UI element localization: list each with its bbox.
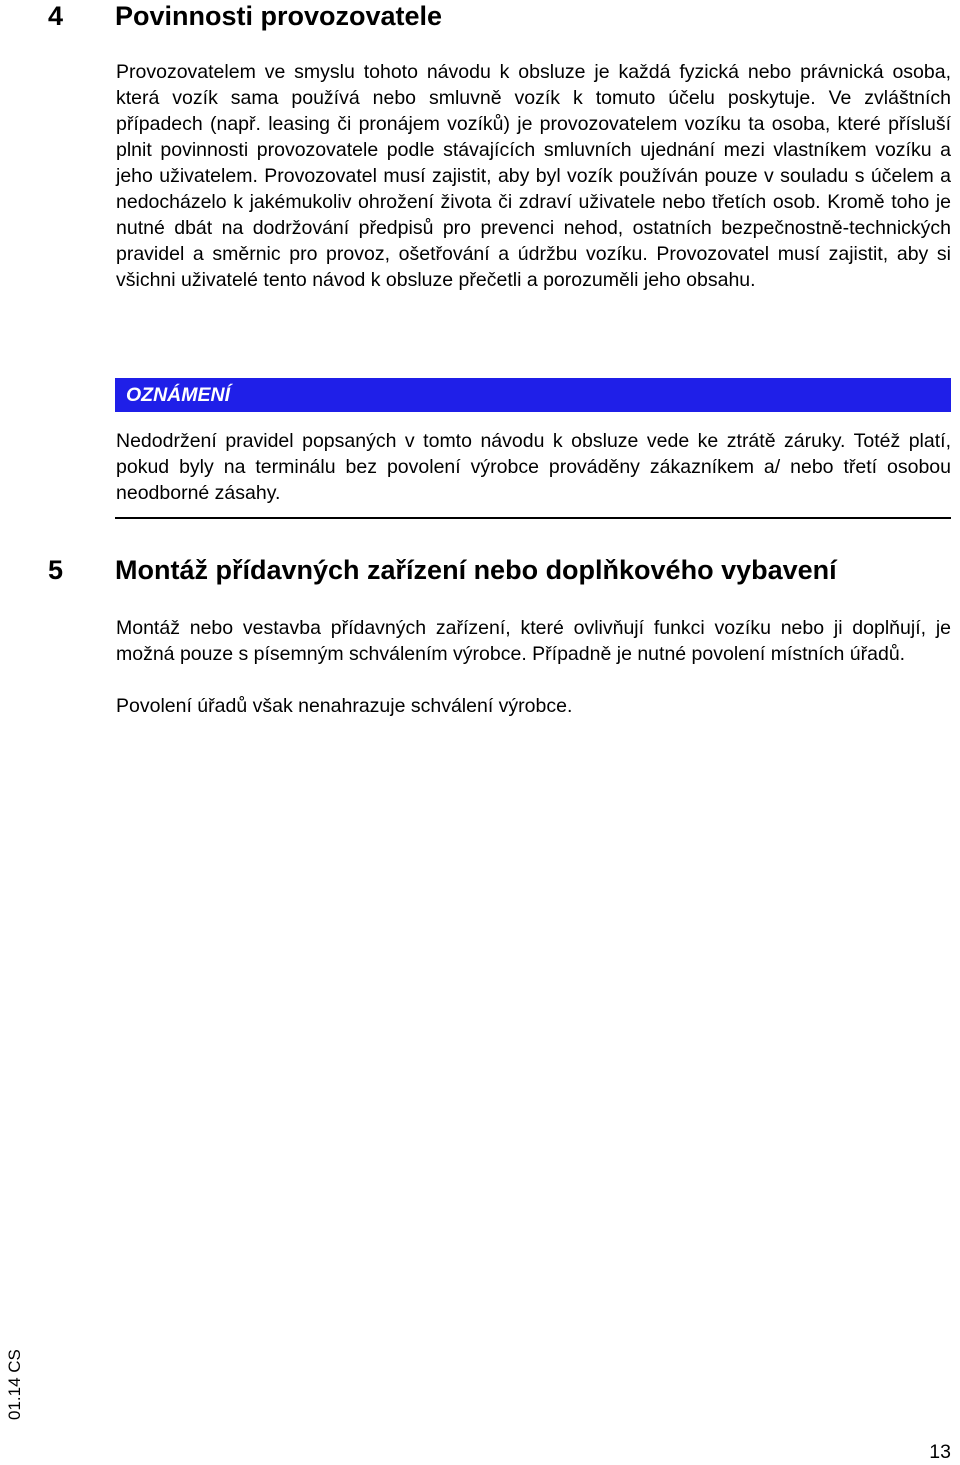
section-4-title: Povinnosti provozovatele [115, 1, 443, 31]
section-5-number: 5 [48, 555, 64, 585]
notice-label: OZNÁMENÍ [126, 384, 230, 406]
section-5-heading [48, 554, 837, 586]
notice-text: Nedodržení pravidel popsaných v tomto návodu k obsluze vede ke ztrátě záruky. Totéž platí, pokud byly na terminálu bez povolení výrobce prováděny zákazníkem a/ nebo třetí osobou neodborné zásahy. [116, 430, 951, 504]
section-5-paragraph: Montáž nebo vestavba přídavných zařízení, které ovlivňují funkci vozíku nebo ji doplňují, je možná pouze s písemným schválením výrobce. Případně je nutné povolení místních úřadů. [116, 617, 951, 665]
notice-banner [115, 378, 951, 412]
section-5-title: Montáž přídavných zařízení nebo doplňkového vybavení [115, 555, 837, 585]
document-version-code: 01.14 CS [5, 1349, 24, 1420]
section-4-heading [48, 0, 442, 32]
section-4-paragraph: Provozovatelem ve smyslu tohoto návodu k obsluze je každá fyzická nebo právnická osoba, která vozík sama používá nebo smluvně vozík k tomuto účelu poskytuje. Ve zvláštních případech (např. leasing či pronájem vozíků) je provozovatelem vozíku ta osoba, které přísluší plnit povinnosti provozovatele podle stávajících smluvních ujednání mezi vlastníkem vozíku a jeho uživatelem. Provozovatel musí zajistit, aby byl vozík používán pouze v souladu s účelem a nedocházelo k jakémukoliv ohrožení života či zdraví uživatele nebo třetích osob. Kromě toho je nutné dbát na dodržování předpisů pro prevenci nehod, ostatních bezpečnostně-technických pravidel a směrnic pro provoz, ošetřování a údržbu vozíku. Provozovatel musí zajistit, aby si všichni uživatelé tento návod k obsluze přečetli a porozuměli jeho obsahu. [116, 61, 951, 291]
notice-end-divider [115, 517, 951, 519]
page-number: 13 [929, 1441, 951, 1463]
section-5-paragraph-2: Povolení úřadů však nenahrazuje schválení výrobce. [116, 695, 573, 717]
section-4-number: 4 [48, 1, 64, 31]
